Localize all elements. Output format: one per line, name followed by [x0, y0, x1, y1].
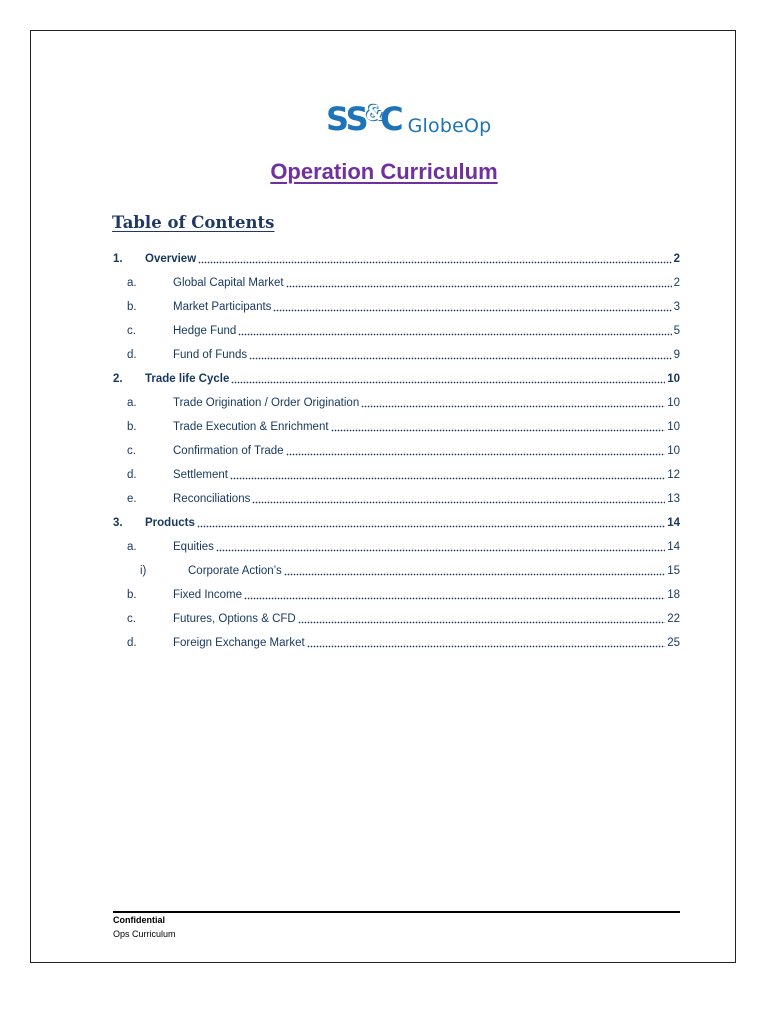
- toc-entry-label: Futures, Options & CFD: [173, 613, 296, 625]
- toc-entry-number: 2.: [113, 373, 123, 385]
- toc-entry-label: Equities: [173, 541, 214, 553]
- toc-dot-leader: [249, 351, 671, 363]
- toc-entry-page: 12: [667, 469, 680, 481]
- toc-heading: Table of Contents: [112, 213, 275, 232]
- toc-entry-number: a.: [127, 397, 137, 409]
- toc-dot-leader: [361, 399, 665, 411]
- toc-entry-number: a.: [127, 277, 137, 289]
- toc-dot-leader: [298, 615, 665, 627]
- toc-dot-leader: [284, 567, 665, 579]
- toc-entry[interactable]: [113, 607, 680, 631]
- toc-dot-leader: [231, 375, 665, 387]
- toc-entry[interactable]: [113, 487, 680, 511]
- toc-dot-leader: [238, 327, 671, 339]
- toc-entry-number: e.: [127, 493, 137, 505]
- toc-dot-leader: [273, 303, 671, 315]
- toc-entry-page: 3: [673, 301, 680, 313]
- toc-entry-page: 22: [667, 613, 680, 625]
- toc-entry-label: Products: [145, 517, 195, 529]
- toc-entry-number: d.: [127, 469, 137, 481]
- toc-entry-page: 10: [667, 445, 680, 457]
- toc-entry-number: d.: [127, 637, 137, 649]
- toc-entry-label: Fixed Income: [173, 589, 243, 601]
- toc-entry-number: c.: [127, 325, 136, 337]
- toc-dot-leader: [307, 639, 666, 651]
- toc-dot-leader: [197, 519, 665, 531]
- toc-entry-label: Trade Origination / Order Origination: [173, 397, 360, 409]
- toc-entry[interactable]: [113, 415, 680, 439]
- toc-entry-page: 14: [667, 541, 680, 553]
- logo-wordmark: GlobeOp: [407, 115, 492, 137]
- toc-dot-leader: [286, 447, 666, 459]
- toc-entry[interactable]: [113, 439, 680, 463]
- toc-entry-page: 14: [667, 517, 680, 529]
- toc-entry-label: Reconciliations: [173, 493, 251, 505]
- toc-entry-page: 10: [667, 397, 680, 409]
- toc-entry[interactable]: [113, 535, 680, 559]
- toc-dot-leader: [216, 543, 665, 555]
- toc-entry-label: Confirmation of Trade: [173, 445, 284, 457]
- footer-confidential: Confidential: [113, 915, 165, 925]
- toc-entry-number: 3.: [113, 517, 123, 529]
- toc-entry-number: c.: [127, 445, 136, 457]
- toc-dot-leader: [198, 255, 671, 267]
- toc-entry-number: c.: [127, 613, 136, 625]
- toc-entry-label: Overview: [145, 253, 197, 265]
- toc-entry-page: 25: [667, 637, 680, 649]
- toc-entry-label: Corporate Action’s: [188, 565, 282, 577]
- toc-entry-page: 5: [673, 325, 680, 337]
- toc-entry-number: b.: [127, 589, 137, 601]
- toc-entry[interactable]: [113, 391, 680, 415]
- toc-dot-leader: [230, 471, 665, 483]
- toc-entry[interactable]: [113, 247, 680, 271]
- toc-entry-page: 10: [667, 421, 680, 433]
- toc-entry[interactable]: [113, 271, 680, 295]
- toc-entry-number: b.: [127, 301, 137, 313]
- toc-entry[interactable]: [113, 343, 680, 367]
- toc-entry-number: d.: [127, 349, 137, 361]
- toc-entry-number: b.: [127, 421, 137, 433]
- toc-entry-number: i): [140, 565, 147, 577]
- footer-doc-name: Ops Curriculum: [113, 929, 176, 939]
- toc-entry-number: 1.: [113, 253, 123, 265]
- toc-entry-label: Fund of Funds: [173, 349, 248, 361]
- toc-dot-leader: [331, 423, 666, 435]
- toc-entry-page: 2: [673, 277, 680, 289]
- toc-entry-label: Settlement: [173, 469, 228, 481]
- toc-entry[interactable]: [113, 631, 680, 655]
- toc-entry-label: Global Capital Market: [173, 277, 284, 289]
- toc-entry-label: Trade life Cycle: [145, 373, 230, 385]
- toc-entry-label: Foreign Exchange Market: [173, 637, 305, 649]
- table-of-contents: [113, 247, 680, 655]
- toc-dot-leader: [252, 495, 665, 507]
- logo-mark: SS&C: [326, 100, 402, 138]
- toc-entry[interactable]: [113, 319, 680, 343]
- toc-entry-label: Market Participants: [173, 301, 272, 313]
- document-title: Operation Curriculum: [270, 159, 498, 184]
- toc-dot-leader: [244, 591, 665, 603]
- toc-entry-page: 13: [667, 493, 680, 505]
- toc-entry-number: a.: [127, 541, 137, 553]
- toc-dot-leader: [286, 279, 672, 291]
- toc-entry-page: 10: [667, 373, 680, 385]
- toc-entry[interactable]: [113, 463, 680, 487]
- footer-divider: [113, 911, 680, 913]
- toc-entry-page: 2: [673, 253, 680, 265]
- toc-entry-label: Hedge Fund: [173, 325, 237, 337]
- toc-entry[interactable]: [113, 367, 680, 391]
- toc-entry[interactable]: [113, 583, 680, 607]
- toc-entry-page: 9: [673, 349, 680, 361]
- toc-entry[interactable]: [113, 511, 680, 535]
- toc-entry[interactable]: [113, 559, 680, 583]
- toc-entry[interactable]: [113, 295, 680, 319]
- toc-entry-page: 15: [667, 565, 680, 577]
- ssc-globeop-logo: [326, 100, 492, 140]
- toc-entry-page: 18: [667, 589, 680, 601]
- toc-entry-label: Trade Execution & Enrichment: [173, 421, 329, 433]
